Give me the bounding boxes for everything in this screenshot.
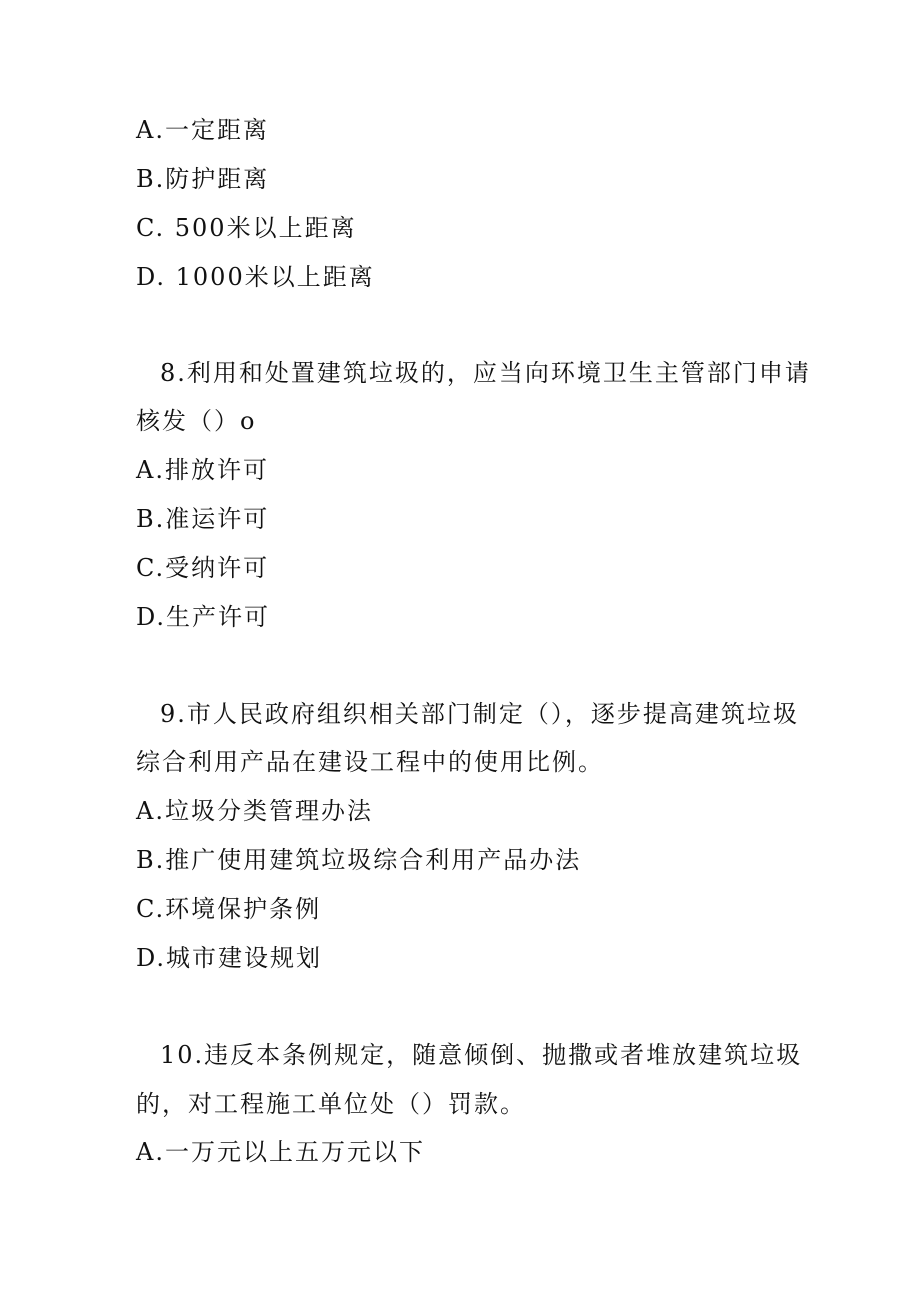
q8-option-a: A.排放许可 (136, 456, 269, 484)
q10-option-a: A.一万元以上五万元以下 (136, 1138, 425, 1166)
q7-option-b: B.防护距离 (136, 165, 270, 193)
q8-option-c: C.受纳许可 (136, 554, 270, 582)
q8-question-line1: 8.利用和处置建筑垃圾的，应当向环境卫生主管部门申请 (160, 359, 811, 387)
q9-option-c: C.环境保护条例 (136, 895, 322, 923)
q7-option-a: A.一定距离 (136, 116, 269, 144)
q9-option-a: A.垃圾分类管理办法 (136, 797, 373, 825)
q8-option-b: B.准运许可 (136, 505, 270, 533)
q9-option-b: B.推广使用建筑垃圾综合利用产品办法 (136, 846, 582, 874)
q8-option-d: D.生产许可 (136, 603, 271, 631)
q8-question-line2: 核发（）o (136, 407, 257, 435)
q10-question-line2: 的，对工程施工单位处（）罚款。 (136, 1090, 526, 1118)
q7-option-d: D. 1000米以上距离 (136, 263, 375, 291)
q10-question-line1: 10.违反本条例规定，随意倾倒、抛撒或者堆放建筑垃圾 (160, 1041, 803, 1069)
q9-question-line2: 综合利用产品在建设工程中的使用比例。 (136, 748, 604, 776)
q9-question-line1: 9.市人民政府组织相关部门制定（），逐步提高建筑垃圾 (160, 700, 799, 728)
q7-option-c: C. 500米以上距离 (136, 214, 357, 242)
q9-option-d: D.城市建设规划 (136, 944, 323, 972)
